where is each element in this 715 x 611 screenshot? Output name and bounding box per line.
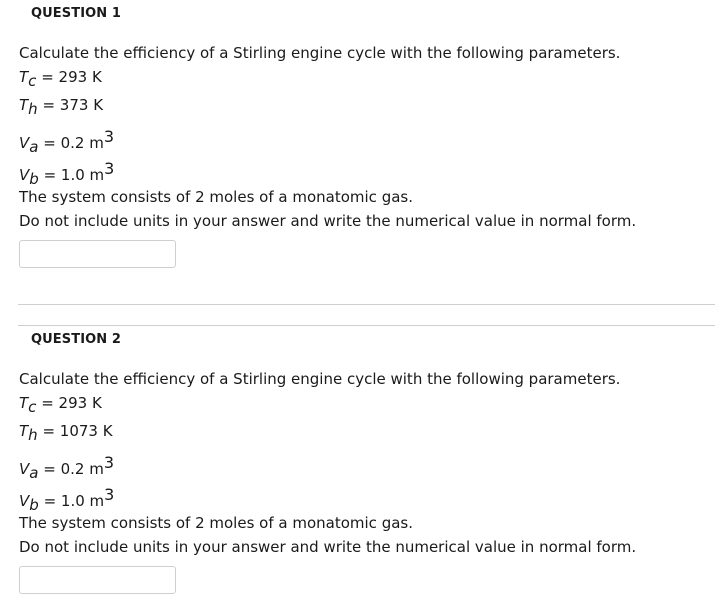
question-prompt: Calculate the efficiency of a Stirling engine cycle with the following parameters. [19,370,621,388]
question-instruction: Do not include units in your answer and write the numerical value in normal form. [19,212,637,230]
param-symbol: T [19,96,29,114]
param-value: = 293 K [41,394,102,412]
param-symbol: V [19,492,30,510]
param-tc [19,65,636,89]
param-symbol: T [19,422,29,440]
question-2 [0,326,715,611]
param-th [19,415,636,447]
param-subscript: a [29,464,39,482]
param-tc [19,391,636,415]
param-superscript: 3 [103,127,115,146]
param-symbol: T [19,68,29,86]
param-vb [19,479,636,514]
param-value: = 0.2 m [43,134,104,152]
param-subscript: b [29,170,39,188]
param-va [19,447,636,482]
param-va [19,121,636,156]
param-symbol: V [19,134,30,152]
param-subscript: h [28,426,38,444]
divider [18,304,715,305]
param-value: = 1073 K [42,422,113,440]
param-symbol: V [19,460,30,478]
param-superscript: 3 [103,453,115,472]
param-subscript: a [29,138,39,156]
param-superscript: 3 [104,485,115,504]
param-superscript: 3 [104,159,115,178]
question-system: The system consists of 2 moles of a monatomic gas. [19,188,413,206]
question-header: QUESTION 2 [31,332,122,347]
param-subscript: h [28,100,38,118]
question-1 [0,0,715,305]
answer-input[interactable] [19,240,176,268]
question-prompt: Calculate the efficiency of a Stirling engine cycle with the following parameters. [19,44,621,62]
question-body [19,41,636,233]
param-value: = 1.0 m [43,492,105,510]
param-symbol: T [19,394,29,412]
param-value: = 293 K [41,68,102,86]
param-vb [19,153,636,188]
param-value: = 373 K [42,96,104,114]
answer-input[interactable] [19,566,176,594]
param-th [19,89,636,121]
param-subscript: c [28,72,37,90]
question-system: The system consists of 2 moles of a monatomic gas. [19,514,413,532]
param-subscript: c [28,398,37,416]
param-subscript: b [29,496,39,514]
question-header: QUESTION 1 [31,6,122,21]
question-instruction: Do not include units in your answer and write the numerical value in normal form. [19,538,637,556]
question-body [19,367,636,559]
param-value: = 1.0 m [43,166,105,184]
param-symbol: V [19,166,30,184]
param-value: = 0.2 m [43,460,104,478]
